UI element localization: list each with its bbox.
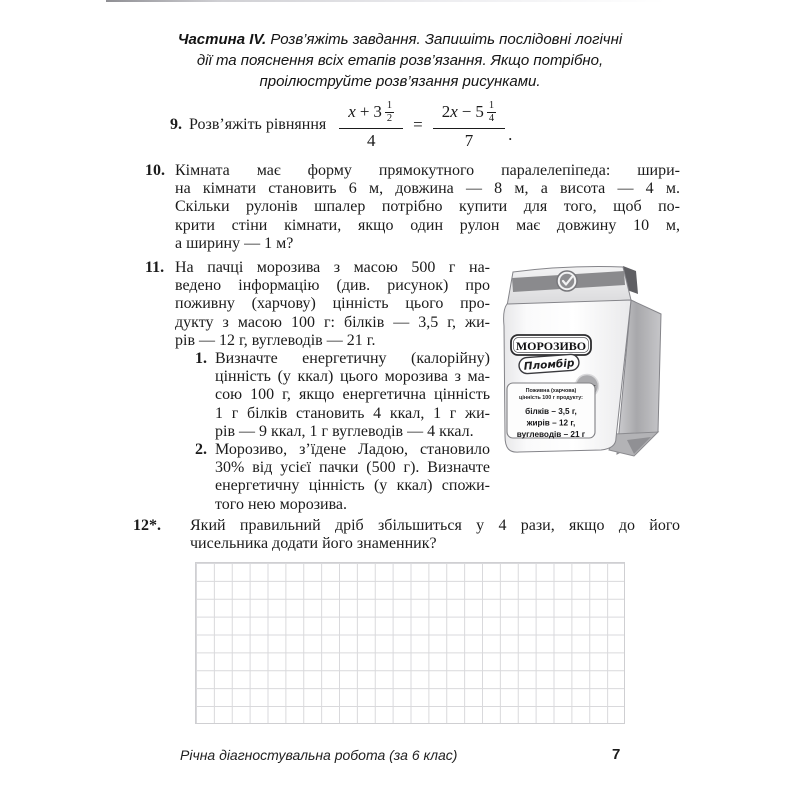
nutrition-row-carbs: вуглеводів – 21 г [516,430,586,439]
problem-12 [133,517,680,553]
nutrition-row-fats: жирів – 12 г, [526,418,576,428]
problem-11-subitem-2 [175,441,490,514]
equation [339,100,512,150]
problem-10 [145,162,680,253]
text-line: ведено інформацію (див. рисунок) про [175,277,490,295]
fraction-left: x + 3 1 2 4 [339,100,403,150]
problem-12-text [190,517,680,553]
footer-title: Річна діагностувальна робота (за 6 клас) [180,747,458,763]
problem-10-number: 10. [145,162,165,179]
text-line: 30% від усієї пачки (500 г). Визначте [215,459,490,477]
ice-cream-package-illustration [503,264,668,460]
text-line: крити стіни кімнати, якщо один рулон має довжину 10 м, [175,216,680,234]
text-line: Кімната має форму прямокутного паралелепіпеда: шири- [175,162,680,179]
problem-11 [145,259,490,514]
problem-11-number: 11. [145,259,165,276]
brand-text: МОРОЗИВО [515,339,587,353]
text-line: дукту з масою 100 г: білків — 3,5 г, жи- [175,313,490,331]
answer-workspace-grid [195,562,625,724]
problem-10-text [175,162,680,253]
instructions-line-3: проілюструйте розв’язання рисунками. [259,73,541,90]
text-line: на кімнати становить 6 м, довжина — 8 м, а висота — 4 м. [175,180,680,198]
page-number: 7 [612,746,621,763]
problem-12-number: 12*. [133,517,161,534]
nutrition-row-proteins: білків – 3,5 г, [525,407,577,416]
problem-9-number: 9. [170,115,182,133]
nutrition-title-line2: цінність 100 г продукту: [519,395,583,401]
instructions-line-1: Частина IV. Розв’яжіть завдання. Запишіть послідовні логічні [177,31,623,48]
text-line: енергетичну цінність (у ккал) спожи- [215,477,490,495]
subbrand-ribbon [519,354,580,374]
instructions-line-2: дії та пояснення всіх етапів розв’язання. Якщо потрібно, [196,52,604,69]
page-top-edge-line [106,0,666,2]
text-line: рів — 12 г, вуглеводів — 21 г. [175,331,376,349]
text-line: цінність (у ккал) цього морозива з ма- [215,368,490,386]
small-fraction: 1 4 [488,100,495,124]
equals-sign: = [413,114,423,134]
text-line: На пачці морозива з масою 500 г на- [175,259,490,276]
part-label: Частина IV. [177,31,267,48]
subbrand-text: Пломбір [523,357,575,373]
text-line: рів — 9 ккал, 1 г вуглеводів — 4 ккал. [215,422,474,440]
package-svg [503,264,668,460]
small-fraction: 1 2 [386,100,393,124]
text-line: 1 г білків становить 4 ккал, 1 г жи- [215,404,490,422]
text-line: сою 100 г, якщо енергетична цінність [215,386,490,404]
fraction-right: 2 x − 5 1 4 7 [433,100,505,150]
problem-11-subitem-1 [175,350,490,441]
text-line: Скільки рулонів шпалер потрібно купити для того, щоб по- [175,198,680,216]
part-instructions [140,29,660,92]
subitem-1-number: 1. [195,350,207,368]
text-line: а ширину — 1 м? [175,234,294,252]
subitem-2-number: 2. [195,441,207,459]
nutrition-title-line1: Поживна (харчова) [525,388,577,394]
equation-period: . [508,124,513,144]
problem-9-prompt: Розв’яжіть рівняння [189,115,327,133]
text-line: Який правильний дріб збільшиться у 4 рази, якщо до його [190,517,680,534]
problem-11-text [175,259,490,514]
text-line: поживну (харчову) цінність цього про- [175,295,490,313]
problem-9 [170,100,512,150]
text-line: того нею морозива. [215,495,348,513]
text-line: Визначте енергетичну (калорійну) [215,350,490,368]
text-line: Морозиво, з’їдене Ладою, становило [215,441,490,459]
text-line: чисельника додати його знаменник? [190,535,437,553]
